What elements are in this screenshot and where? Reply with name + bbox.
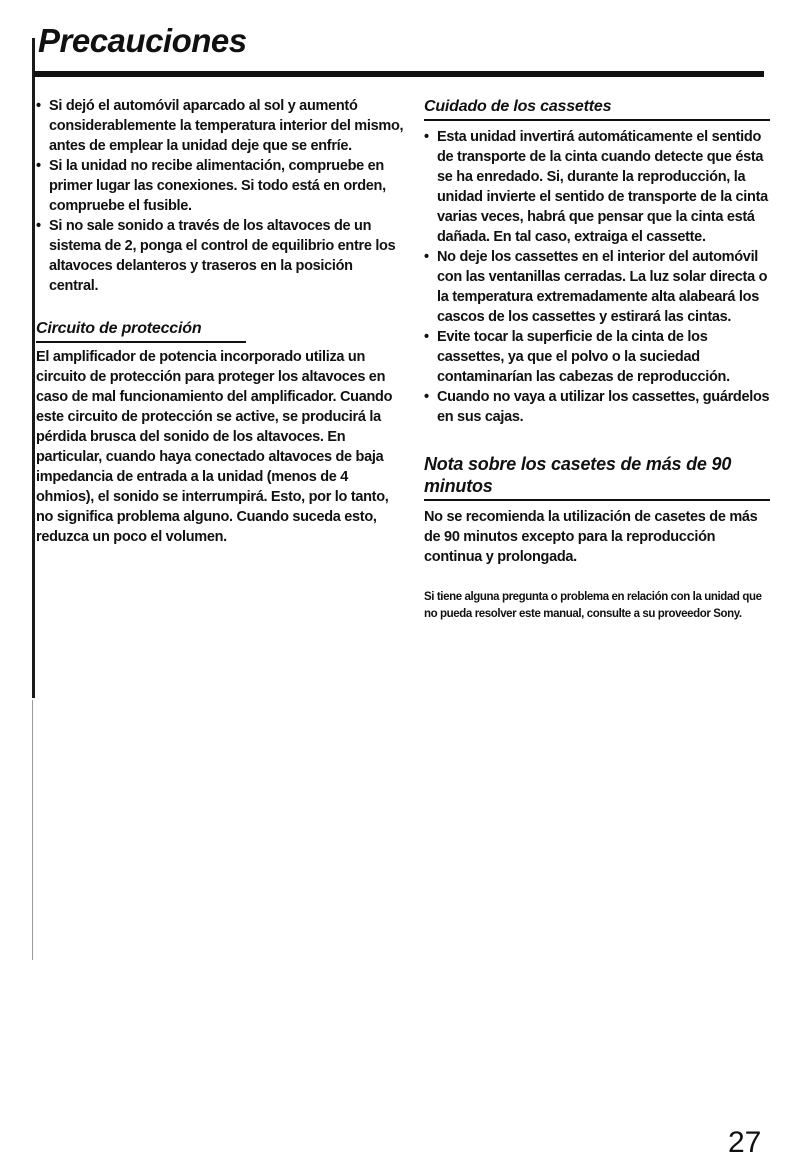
left-margin-line-faint xyxy=(32,700,33,960)
cassette-care-list xyxy=(424,127,770,427)
protection-circuit-heading: Circuito de protección xyxy=(36,318,246,343)
list-item: • Si no sale sonido a través de los altavoces de un sistema de 2, ponga el control de equilibrio entre los altavoces delanteros y traseros en la posición central. xyxy=(36,216,404,296)
list-item: • Si dejó el automóvil aparcado al sol y aumentó considerablemente la temperatura interior del mismo, antes de emplear la unidad deje que se enfríe. xyxy=(36,96,404,156)
list-item: • No deje los cassettes en el interior del automóvil con las ventanillas cerradas. La luz solar directa o la temperatura extremadamente alta alabeará los cascos de los cassettes y estirará las cintas. xyxy=(424,247,770,327)
left-margin-line xyxy=(32,38,35,698)
list-item: • Si la unidad no recibe alimentación, compruebe en primer lugar las conexiones. Si todo está en orden, compruebe el fusible. xyxy=(36,156,404,216)
list-item: • Evite tocar la superficie de la cinta de los cassettes, ya que el polvo o la suciedad contaminarían las cabezas de reproducción. xyxy=(424,327,770,387)
right-column xyxy=(424,96,770,623)
cassette-care-heading: Cuidado de los cassettes xyxy=(424,96,770,121)
protection-circuit-text: El amplificador de potencia incorporado utiliza un circuito de protección para proteger los altavoces en caso de mal funcionamiento del amplificador. Cuando este circuito de protección se active, se producirá la pérdida brusca del sonido de los altavoces. En particular, cuando haya conectado altavoces de baja impedancia de entrada a la unidad (menos de 4 ohmios), el sonido se interrumpirá. Esto, por lo tanto, no significa problema alguno. Cuando suceda esto, reduzca un poco el volumen. xyxy=(36,349,393,545)
page-title: Precauciones xyxy=(38,22,247,59)
list-item: • Esta unidad invertirá automáticamente el sentido de transporte de la cinta cuando detecte que ésta se ha enredado. Si, durante la reproducción, la unidad invierte el sentido de transporte de la cinta varias veces, habrá que pensar que la cinta está dañada. En tal caso, extraiga el cassette. xyxy=(424,127,770,247)
list-item: • Cuando no vaya a utilizar los cassettes, guárdelos en sus cajas. xyxy=(424,387,770,427)
general-precautions-list xyxy=(36,96,404,296)
left-column xyxy=(36,96,404,547)
long-tapes-heading: Nota sobre los casetes de más de 90 minutos xyxy=(424,453,770,501)
page-number: 27 xyxy=(728,1126,762,1159)
contact-note: Si tiene alguna pregunta o problema en relación con la unidad que no pueda resolver este manual, consulte a su proveedor Sony. xyxy=(424,591,762,620)
title-rule xyxy=(34,71,764,77)
long-tapes-text: No se recomienda la utilización de casetes de más de 90 minutos excepto para la reproducción continua y prolongada. xyxy=(424,509,758,565)
